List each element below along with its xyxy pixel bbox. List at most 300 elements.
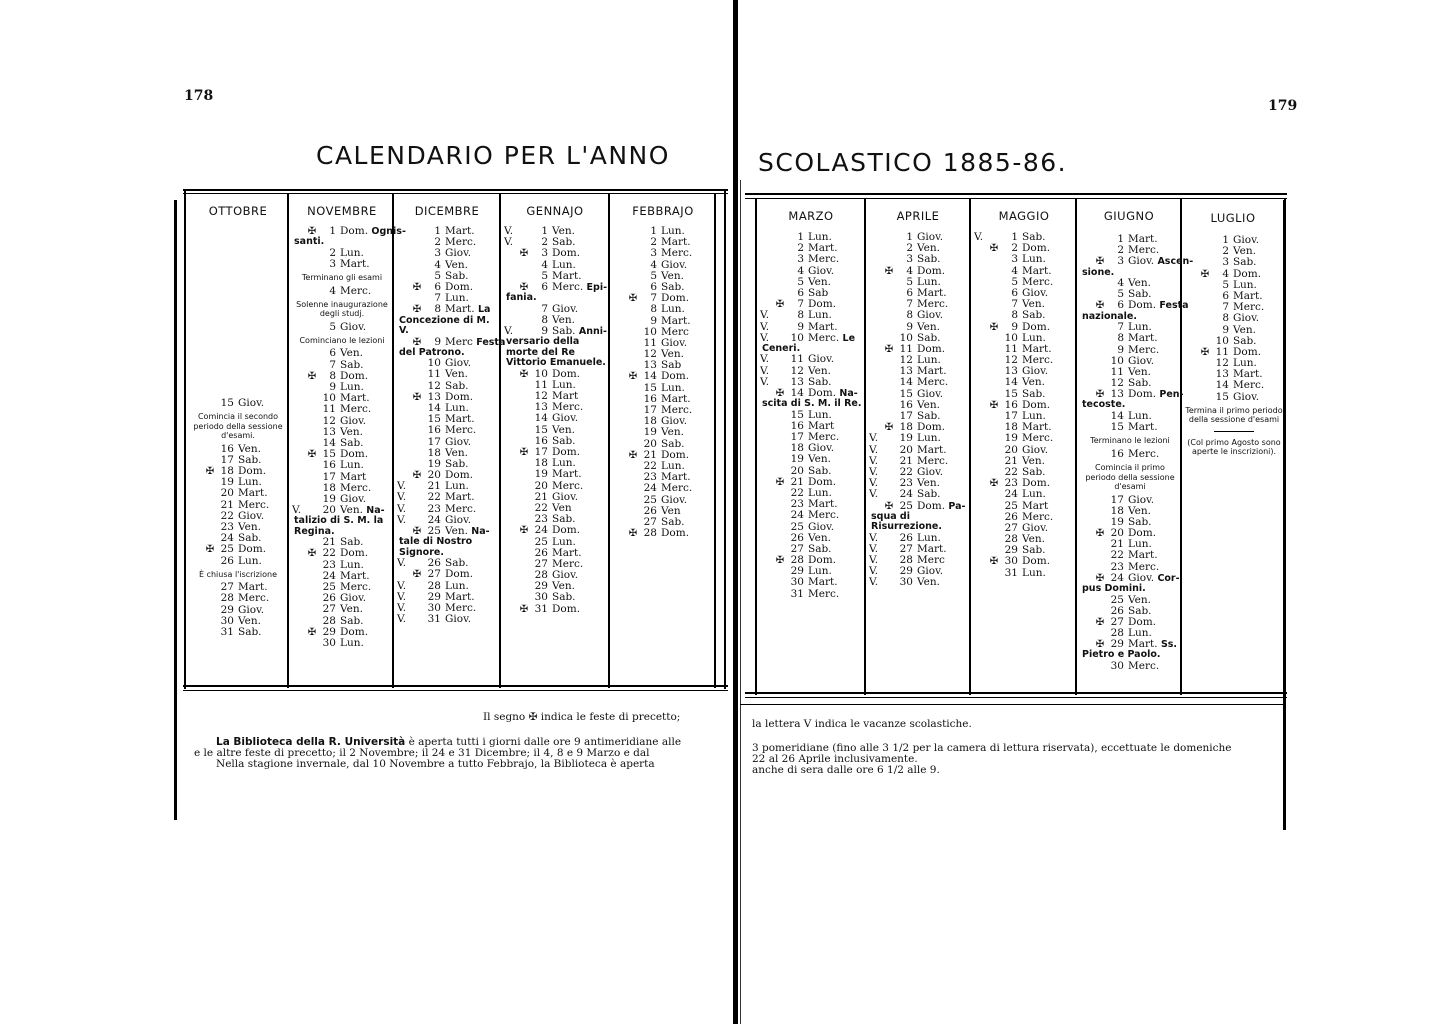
weekday: Mart. (340, 392, 370, 405)
day-number: 1 (1222, 234, 1229, 246)
weekday: Dom. (340, 625, 369, 638)
weekday: Giov. (340, 320, 367, 333)
holiday-name: scita di S. M. il Re. (762, 398, 862, 410)
day-number: 17 (643, 404, 657, 416)
feast-cross-icon: ✠ (307, 370, 317, 382)
feast-cross-icon: ✠ (1095, 389, 1105, 401)
weekday: Mart (808, 419, 835, 432)
weekday: Sab. (917, 488, 941, 501)
weekday: Ven. (1022, 376, 1045, 389)
day-number: 17 (1004, 410, 1018, 422)
calendar-note: Cominciano le lezioni (299, 335, 385, 345)
day-number: 29 (899, 565, 913, 578)
left-table-border (184, 189, 186, 689)
day-number: 6 (906, 286, 913, 299)
right-table-bottom-rule-2 (745, 697, 1287, 698)
day-number: 21 (322, 536, 336, 549)
column-divider (755, 198, 757, 695)
day-number: 6 (1011, 286, 1018, 299)
day-number: 18 (899, 421, 913, 434)
month-header-aprile: APRILE (896, 209, 940, 223)
column-divider (969, 198, 971, 695)
weekday: Merc. (340, 481, 372, 494)
weekday: Mart. (1128, 233, 1158, 245)
day-number: 28 (790, 554, 804, 567)
weekday: Mart. (917, 365, 947, 378)
day-number: 9 (541, 325, 548, 337)
weekday: Ven. (340, 425, 363, 438)
weekday: Lun. (1233, 278, 1257, 291)
weekday: Giov. (917, 565, 944, 578)
weekday: Mart. (445, 303, 475, 316)
weekday: Ven. (552, 580, 575, 593)
day-row (397, 335, 506, 348)
day-number: 4 (329, 284, 336, 297)
day-number: 19 (643, 426, 657, 439)
weekday: Ven. (661, 426, 684, 439)
weekday: Giov. (1233, 234, 1260, 246)
day-number: 3 (541, 247, 548, 260)
weekday: Ven. (552, 225, 575, 237)
note-rule (1214, 431, 1254, 432)
day-number: 27 (220, 581, 234, 594)
day-number: 23 (322, 558, 336, 571)
weekday: Lun. (1022, 253, 1046, 266)
title-right: SCOLASTICO 1885-86. (758, 148, 1068, 177)
column-divider (714, 193, 716, 688)
weekday: Dom. (552, 602, 581, 615)
day-number: 18 (220, 465, 234, 478)
vacation-mark: V. (760, 353, 770, 366)
feast-cross-icon: ✠ (412, 470, 422, 482)
day-number: 2 (650, 236, 657, 249)
day-number: 26 (322, 592, 336, 605)
day-number: 21 (220, 498, 234, 511)
vacation-mark: V. (397, 557, 407, 570)
feast-cross-icon: ✠ (989, 556, 999, 568)
day-number: 29 (220, 603, 234, 616)
month-header-gennajo: GENNAJO (526, 204, 584, 218)
weekday: Giov. (552, 569, 579, 582)
day-number: 27 (1004, 521, 1018, 534)
day-number: 6 (650, 280, 657, 293)
weekday: Ven. (340, 603, 363, 616)
weekday: Ven. (1233, 245, 1256, 258)
day-number: 19 (534, 468, 548, 481)
day-number: 22 (322, 547, 336, 560)
weekday: Merc. (1022, 432, 1054, 445)
weekday: Ven. (1128, 277, 1151, 290)
day-row (397, 304, 499, 315)
weekday: Giov. (661, 336, 688, 349)
day-row (292, 259, 392, 270)
holiday-name: fania. (506, 292, 537, 304)
day-number: 9 (329, 381, 336, 393)
feast-cross-icon: ✠ (519, 447, 529, 458)
weekday: Giov. (238, 397, 265, 409)
vacation-mark: V. (869, 432, 879, 445)
day-number: 12 (322, 414, 336, 427)
day-number: 11 (790, 353, 804, 366)
weekday: Mart. (445, 590, 475, 603)
day-number: 25 (790, 520, 804, 533)
weekday: Dom. (917, 421, 946, 434)
weekday: Dom. (1128, 388, 1157, 401)
vacation-mark: V. (397, 480, 407, 493)
day-number: 3 (329, 257, 336, 270)
day-number: 7 (1222, 301, 1229, 314)
day-number: 1 (541, 225, 548, 237)
day-number: 15 (1004, 387, 1018, 400)
weekday: Merc. (445, 601, 477, 614)
day-number: 5 (541, 269, 548, 282)
weekday: Merc. (1128, 659, 1160, 672)
day-number: 30 (899, 576, 913, 589)
day-number: 27 (899, 542, 913, 555)
day-number: 24 (643, 482, 657, 495)
weekday: Mart. (1022, 264, 1052, 277)
vacation-mark: V. (869, 554, 879, 567)
day-number: 13 (790, 375, 804, 388)
day-number: 23 (1110, 560, 1124, 573)
weekday: Giov. (445, 513, 472, 526)
weekday: Merc. (340, 581, 372, 593)
vacation-mark: V. (504, 325, 514, 337)
day-row (869, 501, 969, 512)
holiday-name: Ognis- (371, 226, 406, 237)
day-number: 2 (797, 242, 804, 255)
day-number: 17 (1110, 493, 1124, 506)
day-number: 23 (534, 513, 548, 526)
weekday: Merc. (552, 557, 584, 570)
weekday: Dom. (1233, 345, 1262, 358)
day-number: 8 (1222, 312, 1229, 325)
left-table-bottom-rule-2 (183, 690, 728, 691)
day-number: 21 (1110, 538, 1124, 551)
day-number: 20 (899, 443, 913, 456)
day-row (292, 638, 392, 649)
weekday: Dom. (340, 225, 369, 237)
vacation-mark: V. (869, 454, 879, 467)
day-number: 10 (790, 331, 804, 344)
left-table-top-rule-2 (183, 193, 728, 194)
day-number: 2 (541, 236, 548, 249)
day-row (190, 627, 286, 638)
weekday: Sab. (1233, 334, 1257, 347)
vacation-mark: V. (869, 488, 879, 501)
vacation-mark: V. (292, 504, 302, 517)
weekday: Mart. (1233, 289, 1263, 302)
vacation-mark: V. (397, 491, 407, 504)
weekday: Lun. (340, 558, 364, 571)
feast-cross-icon: ✠ (628, 371, 638, 383)
weekday: Lun. (917, 354, 941, 367)
weekday: Giov. (445, 247, 472, 260)
vacation-mark: V. (504, 236, 514, 249)
weekday: Dom. (552, 247, 581, 260)
day-number: 2 (1011, 242, 1018, 255)
weekday: Mart. (552, 468, 582, 481)
month-header-dicembre: DICEMBRE (414, 204, 480, 218)
weekday: Giov. (917, 465, 944, 478)
day-number: 3 (434, 247, 441, 260)
weekday: Lun. (445, 480, 469, 493)
feast-cross-icon: ✠ (307, 626, 317, 638)
weekday: Sab (808, 286, 829, 299)
weekday: Merc (661, 325, 689, 338)
day-number: 24 (899, 488, 913, 501)
library-note-line-2: e le altre feste di precetto; il 2 Novembre; il 24 e 31 Dicembre; il 4, 8 e 9 Marzo e dal (194, 747, 650, 759)
weekday: Dom. (808, 554, 837, 567)
day-row (1080, 422, 1180, 433)
month-header-febbrajo: FEBBRAJO (632, 204, 694, 218)
holiday-name: Na- (471, 526, 490, 537)
weekday: Dom. (552, 367, 581, 380)
day-number: 30 (427, 601, 441, 614)
weekday: Ven. (445, 258, 468, 271)
day-number: 8 (906, 309, 913, 322)
weekday: Lun. (340, 636, 364, 649)
day-number: 28 (1004, 533, 1018, 546)
weekday: Giov. (238, 603, 265, 616)
weekday: Merc. (1128, 343, 1160, 356)
weekday: Ven. (340, 504, 363, 517)
day-number: 10 (322, 392, 336, 405)
day-number: 24 (1004, 488, 1018, 501)
weekday: Dom. (808, 298, 837, 311)
title-left: CALENDARIO PER L'ANNO (316, 141, 670, 170)
weekday: Ven. (1022, 533, 1045, 546)
weekday: Ven. (917, 576, 940, 589)
weekday: Giov. (445, 357, 472, 370)
weekday: Merc. (661, 247, 693, 260)
day-number: 23 (1004, 477, 1018, 490)
day-number: 12 (643, 348, 657, 361)
day-number: 5 (1222, 278, 1229, 291)
weekday: Lun. (661, 459, 685, 472)
weekday: Mart. (1233, 368, 1263, 381)
vacation-mark: V. (869, 465, 879, 478)
month-header-giugno: GIUGNO (1103, 209, 1155, 223)
weekday: Lun. (917, 531, 941, 544)
day-number: 9 (1117, 343, 1124, 356)
weekday: Merc. (340, 284, 372, 297)
day-number: 4 (650, 258, 657, 271)
day-number: 18 (322, 481, 336, 494)
weekday: Sab. (1128, 377, 1152, 390)
vacation-mark: V. (869, 443, 879, 456)
library-line-1-rest: è aperta tutti i giorni dalle ore 9 antimeridiane alle (408, 736, 682, 748)
day-number: 18 (1004, 421, 1018, 434)
feast-cross-icon: ✠ (775, 387, 785, 399)
weekday: Sab. (238, 453, 262, 466)
day-row (190, 556, 286, 567)
weekday: Merc. (808, 587, 840, 600)
day-number: 11 (643, 336, 657, 349)
day-number: 11 (1215, 345, 1229, 358)
weekday: Ven. (808, 364, 831, 377)
weekday: Merc. (808, 331, 840, 344)
feast-cross-icon: ✠ (1095, 300, 1105, 312)
weekday: Merc. (1128, 244, 1160, 257)
day-number: 28 (643, 527, 657, 540)
holiday-name: tale di Nostro Signore. (399, 536, 473, 558)
weekday: Mart. (808, 498, 838, 511)
feast-cross-icon: ✠ (412, 569, 422, 581)
weekday: Dom. (1022, 398, 1051, 411)
day-number: 3 (1222, 256, 1229, 269)
day-number: 7 (1011, 298, 1018, 311)
weekday: Dom. (1128, 299, 1157, 312)
weekday: Merc. (917, 376, 949, 389)
month-column-gennajo (504, 226, 608, 615)
weekday: Giov. (340, 414, 367, 427)
day-number: 19 (322, 492, 336, 505)
feast-cross-icon: ✠ (519, 281, 529, 293)
day-number: 31 (790, 587, 804, 600)
weekday: Sab. (808, 464, 832, 477)
day-number: 31 (220, 626, 234, 638)
day-number: 1 (650, 225, 657, 237)
day-number: 25 (643, 493, 657, 506)
day-number: 7 (906, 298, 913, 311)
feast-cross-icon: ✠ (412, 526, 422, 537)
day-row (292, 322, 392, 333)
weekday: Giov. (808, 520, 835, 533)
weekday: Ven. (661, 348, 684, 361)
weekday: Lun. (552, 378, 576, 391)
day-number: 20 (220, 487, 234, 500)
weekday: Sab. (552, 236, 576, 249)
day-number: 27 (643, 515, 657, 528)
day-number: 18 (534, 457, 548, 470)
day-number: 3 (906, 253, 913, 266)
day-number: 31 (1004, 566, 1018, 579)
weekday: Sab. (340, 358, 364, 371)
weekday: Lun. (552, 258, 576, 271)
day-number: 14 (427, 401, 441, 414)
weekday: Dom. (552, 524, 581, 537)
weekday: Sab. (445, 557, 469, 570)
weekday: Giov. (552, 302, 579, 315)
weekday: Ven. (917, 242, 940, 255)
weekday: Merc (917, 554, 945, 567)
weekday: Lun. (1022, 566, 1046, 579)
day-number: 7 (541, 302, 548, 315)
holiday-name: Pen- (1159, 389, 1184, 401)
weekday: Merc. (552, 280, 584, 293)
month-column-ottobre (190, 228, 286, 638)
weekday: Merc. (445, 236, 477, 249)
day-number: 29 (534, 580, 548, 593)
day-number: 17 (899, 410, 913, 422)
holiday-name: Ascen- (1157, 256, 1194, 268)
day-number: 3 (1117, 255, 1124, 268)
day-number: 14 (1215, 379, 1229, 392)
day-number: 12 (899, 354, 913, 367)
holiday-name: Ceneri. (762, 342, 801, 354)
weekday: Dom. (1022, 320, 1051, 333)
day-number: 25 (534, 535, 548, 548)
day-number: 14 (1004, 376, 1018, 389)
weekday: Giov. (808, 442, 835, 455)
weekday: Ven. (661, 269, 684, 282)
holiday-name: nazionale. (1082, 310, 1137, 322)
day-number: 26 (1110, 604, 1124, 617)
right-table-top-rule-2 (745, 198, 1287, 199)
day-number: 25 (322, 581, 336, 593)
day-number: 16 (1110, 447, 1124, 460)
day-number: 7 (329, 358, 336, 371)
day-number: 26 (643, 504, 657, 517)
day-number: 24 (220, 532, 234, 545)
weekday: Dom. (917, 342, 946, 355)
left-page-edge (174, 200, 177, 820)
weekday: Lun. (808, 231, 832, 243)
day-number: 20 (790, 464, 804, 477)
day-number: 8 (1117, 332, 1124, 345)
weekday: Ven. (238, 442, 261, 455)
weekday: Giov. (808, 264, 835, 277)
day-number: 15 (790, 408, 804, 421)
day-number: 1 (1117, 233, 1124, 245)
month-column-giugno (1080, 233, 1194, 672)
month-header-maggio: MAGGIO (998, 209, 1050, 223)
day-number: 21 (1004, 454, 1018, 467)
day-number: 8 (434, 303, 441, 316)
weekday: Mart. (340, 257, 370, 270)
weekday: Mart. (661, 392, 691, 405)
holiday-name: Festa (476, 336, 506, 348)
feast-cross-icon: ✠ (205, 544, 215, 556)
weekday: Giov. (917, 309, 944, 322)
day-row (869, 577, 969, 588)
day-number: 23 (427, 502, 441, 515)
weekday: Mart. (808, 242, 838, 255)
day-number: 22 (643, 459, 657, 472)
day-number: 22 (427, 491, 441, 504)
feast-cross-icon: ✠ (884, 343, 894, 355)
weekday: Merc. (917, 298, 949, 311)
day-number: 4 (1011, 264, 1018, 277)
day-number: 26 (534, 546, 548, 559)
column-spacer (190, 228, 286, 398)
weekday: Giov. (1022, 443, 1049, 456)
day-number: 7 (650, 292, 657, 305)
weekday: Ven. (917, 398, 940, 411)
weekday: Sab. (661, 280, 685, 293)
library-note-right-2: 22 al 26 Aprile inclusivamente. (752, 753, 918, 765)
day-number: 9 (906, 320, 913, 333)
left-table-border (724, 189, 726, 689)
day-number: 21 (790, 475, 804, 488)
day-number: 12 (1110, 377, 1124, 390)
weekday: Sab. (238, 626, 262, 638)
month-column-dicembre (397, 225, 506, 626)
weekday: Mart. (661, 236, 691, 249)
day-number: 6 (797, 286, 804, 299)
day-number: 14 (322, 436, 336, 449)
holiday-name: Concezione di M. V. (399, 314, 490, 336)
day-number: 14 (643, 370, 657, 383)
book-spine (733, 0, 738, 1024)
day-number: 28 (427, 579, 441, 592)
weekday: Mart. (1128, 638, 1158, 651)
weekday: Dom. (445, 568, 474, 581)
weekday: Lun. (1022, 331, 1046, 344)
weekday: Lun. (661, 225, 685, 237)
weekday: Mart. (445, 225, 475, 237)
